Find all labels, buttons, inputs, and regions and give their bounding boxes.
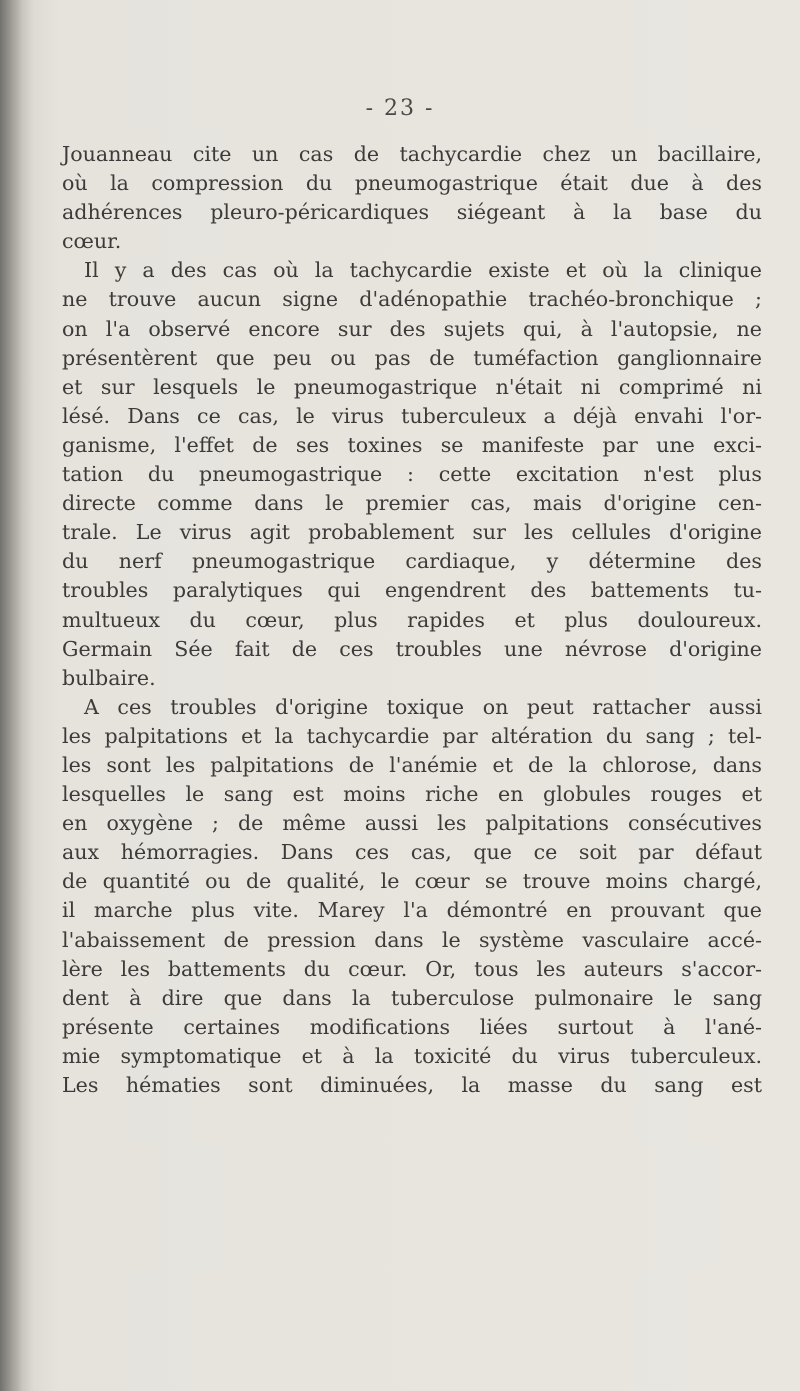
text-line: Les hématies sont diminuées, la masse du sang est <box>62 1073 762 1097</box>
book-spine-shadow <box>0 0 22 1391</box>
text-line: lésé. Dans ce cas, le virus tuberculeux a déjà envahi l'or- <box>62 403 762 428</box>
text-line: il marche plus vite. Marey l'a démontré en prouvant que <box>62 898 762 923</box>
text-line: dent à dire que dans la tuberculose pulmonaire le sang <box>62 985 762 1010</box>
text-line: et sur lesquels le pneumogastrique n'était ni comprimé ni <box>62 374 762 399</box>
text-line: directe comme dans le premier cas, mais d'origine cen- <box>62 491 762 516</box>
text-line: troubles paralytiques qui engendrent des battements tu- <box>62 578 762 603</box>
text-line: tation du pneumogastrique : cette excitation n'est plus <box>62 462 762 487</box>
text-line: on l'a observé encore sur des sujets qui, à l'autopsie, ne <box>62 316 762 341</box>
text-line: trale. Le virus agit probablement sur les cellules d'origine <box>62 520 762 545</box>
page-number: - 23 - <box>365 96 435 121</box>
text-line: du nerf pneumogastrique cardiaque, y détermine des <box>62 549 762 574</box>
text-line: présentèrent que peu ou pas de tuméfaction ganglionnaire <box>62 345 762 370</box>
text-line: lère les battements du cœur. Or, tous les auteurs s'accor- <box>62 956 762 981</box>
text-line: les palpitations et la tachycardie par altération du sang ; tel- <box>62 723 762 748</box>
text-line: mie symptomatique et à la toxicité du virus tuberculeux. <box>62 1043 762 1068</box>
text-line: cœur. <box>62 229 122 254</box>
text-line: multueux du cœur, plus rapides et plus douloureux. <box>62 607 762 632</box>
text-line: A ces troubles d'origine toxique on peut rattacher aussi <box>84 694 762 719</box>
text-line: Germain Sée fait de ces troubles une névrose d'origine <box>62 636 762 661</box>
text-line: adhérences pleuro-péricardiques siégeant à la base du <box>62 200 762 225</box>
text-line: l'abaissement de pression dans le système vasculaire accé- <box>62 927 762 952</box>
text-line: en oxygène ; de même aussi les palpitations consécutives <box>62 811 762 836</box>
body-text <box>62 140 762 1100</box>
text-line: ne trouve aucun signe d'adénopathie trachéo-bronchique ; <box>62 287 762 312</box>
text-line: Il y a des cas où la tachycardie existe et où la clinique <box>84 258 762 283</box>
text-line: présente certaines modifications liées surtout à l'ané- <box>62 1014 762 1039</box>
text-line: aux hémorragies. Dans ces cas, que ce soit par défaut <box>62 840 762 865</box>
text-line: où la compression du pneumogastrique était due à des <box>62 171 762 196</box>
text-line: Jouanneau cite un cas de tachycardie chez un bacillaire, <box>62 142 762 166</box>
text-line: lesquelles le sang est moins riche en globules rouges et <box>62 782 762 807</box>
text-line: les sont les palpitations de l'anémie et de la chlorose, dans <box>62 752 762 777</box>
text-line: de quantité ou de qualité, le cœur se trouve moins chargé, <box>62 869 762 894</box>
text-line: ganisme, l'effet de ses toxines se manifeste par une exci- <box>62 432 762 457</box>
text-line: bulbaire. <box>62 665 156 690</box>
